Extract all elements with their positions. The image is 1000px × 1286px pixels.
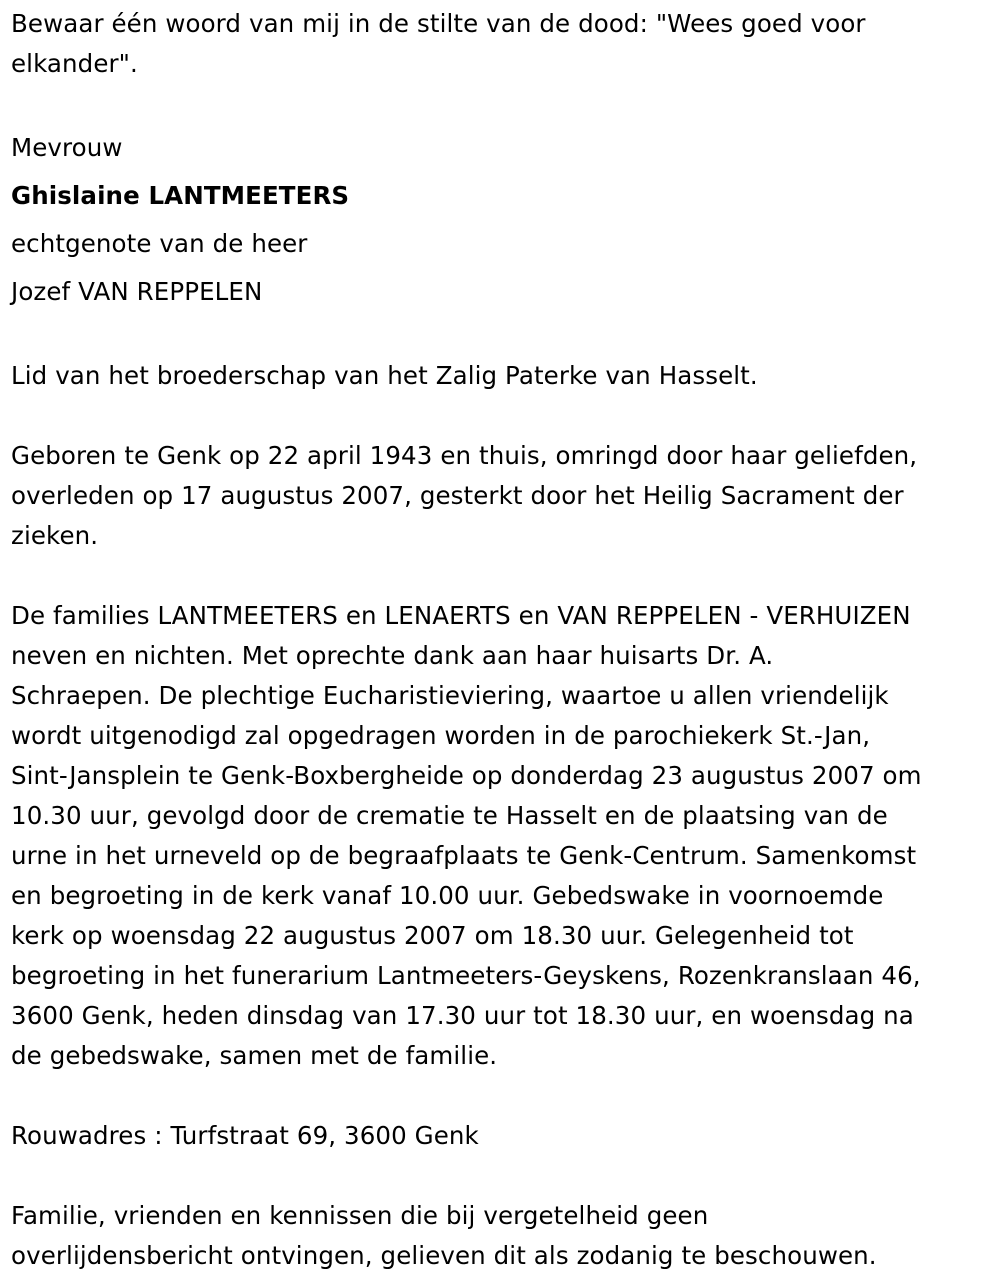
text-line: Sint-Jansplein te Genk-Boxbergheide op donderdag 23 augustus 2007 om bbox=[11, 761, 922, 790]
text-line: de gebedswake, samen met de familie. bbox=[11, 1041, 498, 1070]
paragraph-gap bbox=[11, 556, 996, 596]
birth-death-paragraph bbox=[11, 436, 996, 556]
text-line: begroeting in het funerarium Lantmeeters-Geyskens, Rozenkranslaan 46, bbox=[11, 961, 921, 990]
text-line: elkander". bbox=[11, 49, 138, 78]
text-line: neven en nichten. Met oprechte dank aan haar huisarts Dr. A. bbox=[11, 641, 774, 670]
text-line: urne in het urneveld op de begraafplaats te Genk-Centrum. Samenkomst bbox=[11, 841, 917, 870]
text-line: en begroeting in de kerk vanaf 10.00 uur. Gebedswake in voornoemde bbox=[11, 881, 884, 910]
paragraph-gap bbox=[11, 396, 996, 436]
text-line: zieken. bbox=[11, 521, 99, 550]
paragraph-gap bbox=[11, 316, 996, 356]
text-line: wordt uitgenodigd zal opgedragen worden in de parochiekerk St.-Jan, bbox=[11, 721, 871, 750]
announcement-paragraph bbox=[11, 596, 996, 1076]
text-line: overlijdensbericht ontvingen, gelieven dit als zodanig te beschouwen. bbox=[11, 1241, 877, 1270]
quote-paragraph bbox=[11, 4, 996, 84]
salutation: Mevrouw bbox=[11, 133, 123, 162]
paragraph-gap bbox=[11, 84, 996, 124]
text-line: overleden op 17 augustus 2007, gesterkt door het Heilig Sacrament der bbox=[11, 481, 904, 510]
text-line: Rouwadres : Turfstraat 69, 3600 Genk bbox=[11, 1121, 479, 1150]
relation-text: echtgenote van de heer bbox=[11, 229, 308, 258]
text-line: Lid van het broederschap van het Zalig Paterke van Hasselt. bbox=[11, 361, 758, 390]
text-line: Schraepen. De plechtige Eucharistieviering, waartoe u allen vriendelijk bbox=[11, 681, 889, 710]
deceased-block bbox=[11, 124, 996, 316]
text-line: 10.30 uur, gevolgd door de crematie te Hasselt en de plaatsing van de bbox=[11, 801, 888, 830]
deceased-name: Ghislaine LANTMEETERS bbox=[11, 181, 350, 210]
text-line: Familie, vrienden en kennissen die bij vergetelheid geen bbox=[11, 1201, 709, 1230]
text-line: Bewaar één woord van mij in de stilte van de dood: "Wees goed voor bbox=[11, 9, 866, 38]
text-line: kerk op woensdag 22 augustus 2007 om 18.30 uur. Gelegenheid tot bbox=[11, 921, 854, 950]
mourning-address-paragraph bbox=[11, 1116, 996, 1156]
text-line: De families LANTMEETERS en LENAERTS en VAN REPPELEN - VERHUIZEN bbox=[11, 601, 911, 630]
text-line: Geboren te Genk op 22 april 1943 en thuis, omringd door haar geliefden, bbox=[11, 441, 918, 470]
obituary-document bbox=[11, 4, 996, 1276]
membership-paragraph bbox=[11, 356, 996, 396]
closing-paragraph bbox=[11, 1196, 996, 1276]
spouse-name: Jozef VAN REPPELEN bbox=[11, 277, 263, 306]
paragraph-gap bbox=[11, 1076, 996, 1116]
text-line: 3600 Genk, heden dinsdag van 17.30 uur tot 18.30 uur, en woensdag na bbox=[11, 1001, 914, 1030]
paragraph-gap bbox=[11, 1156, 996, 1196]
